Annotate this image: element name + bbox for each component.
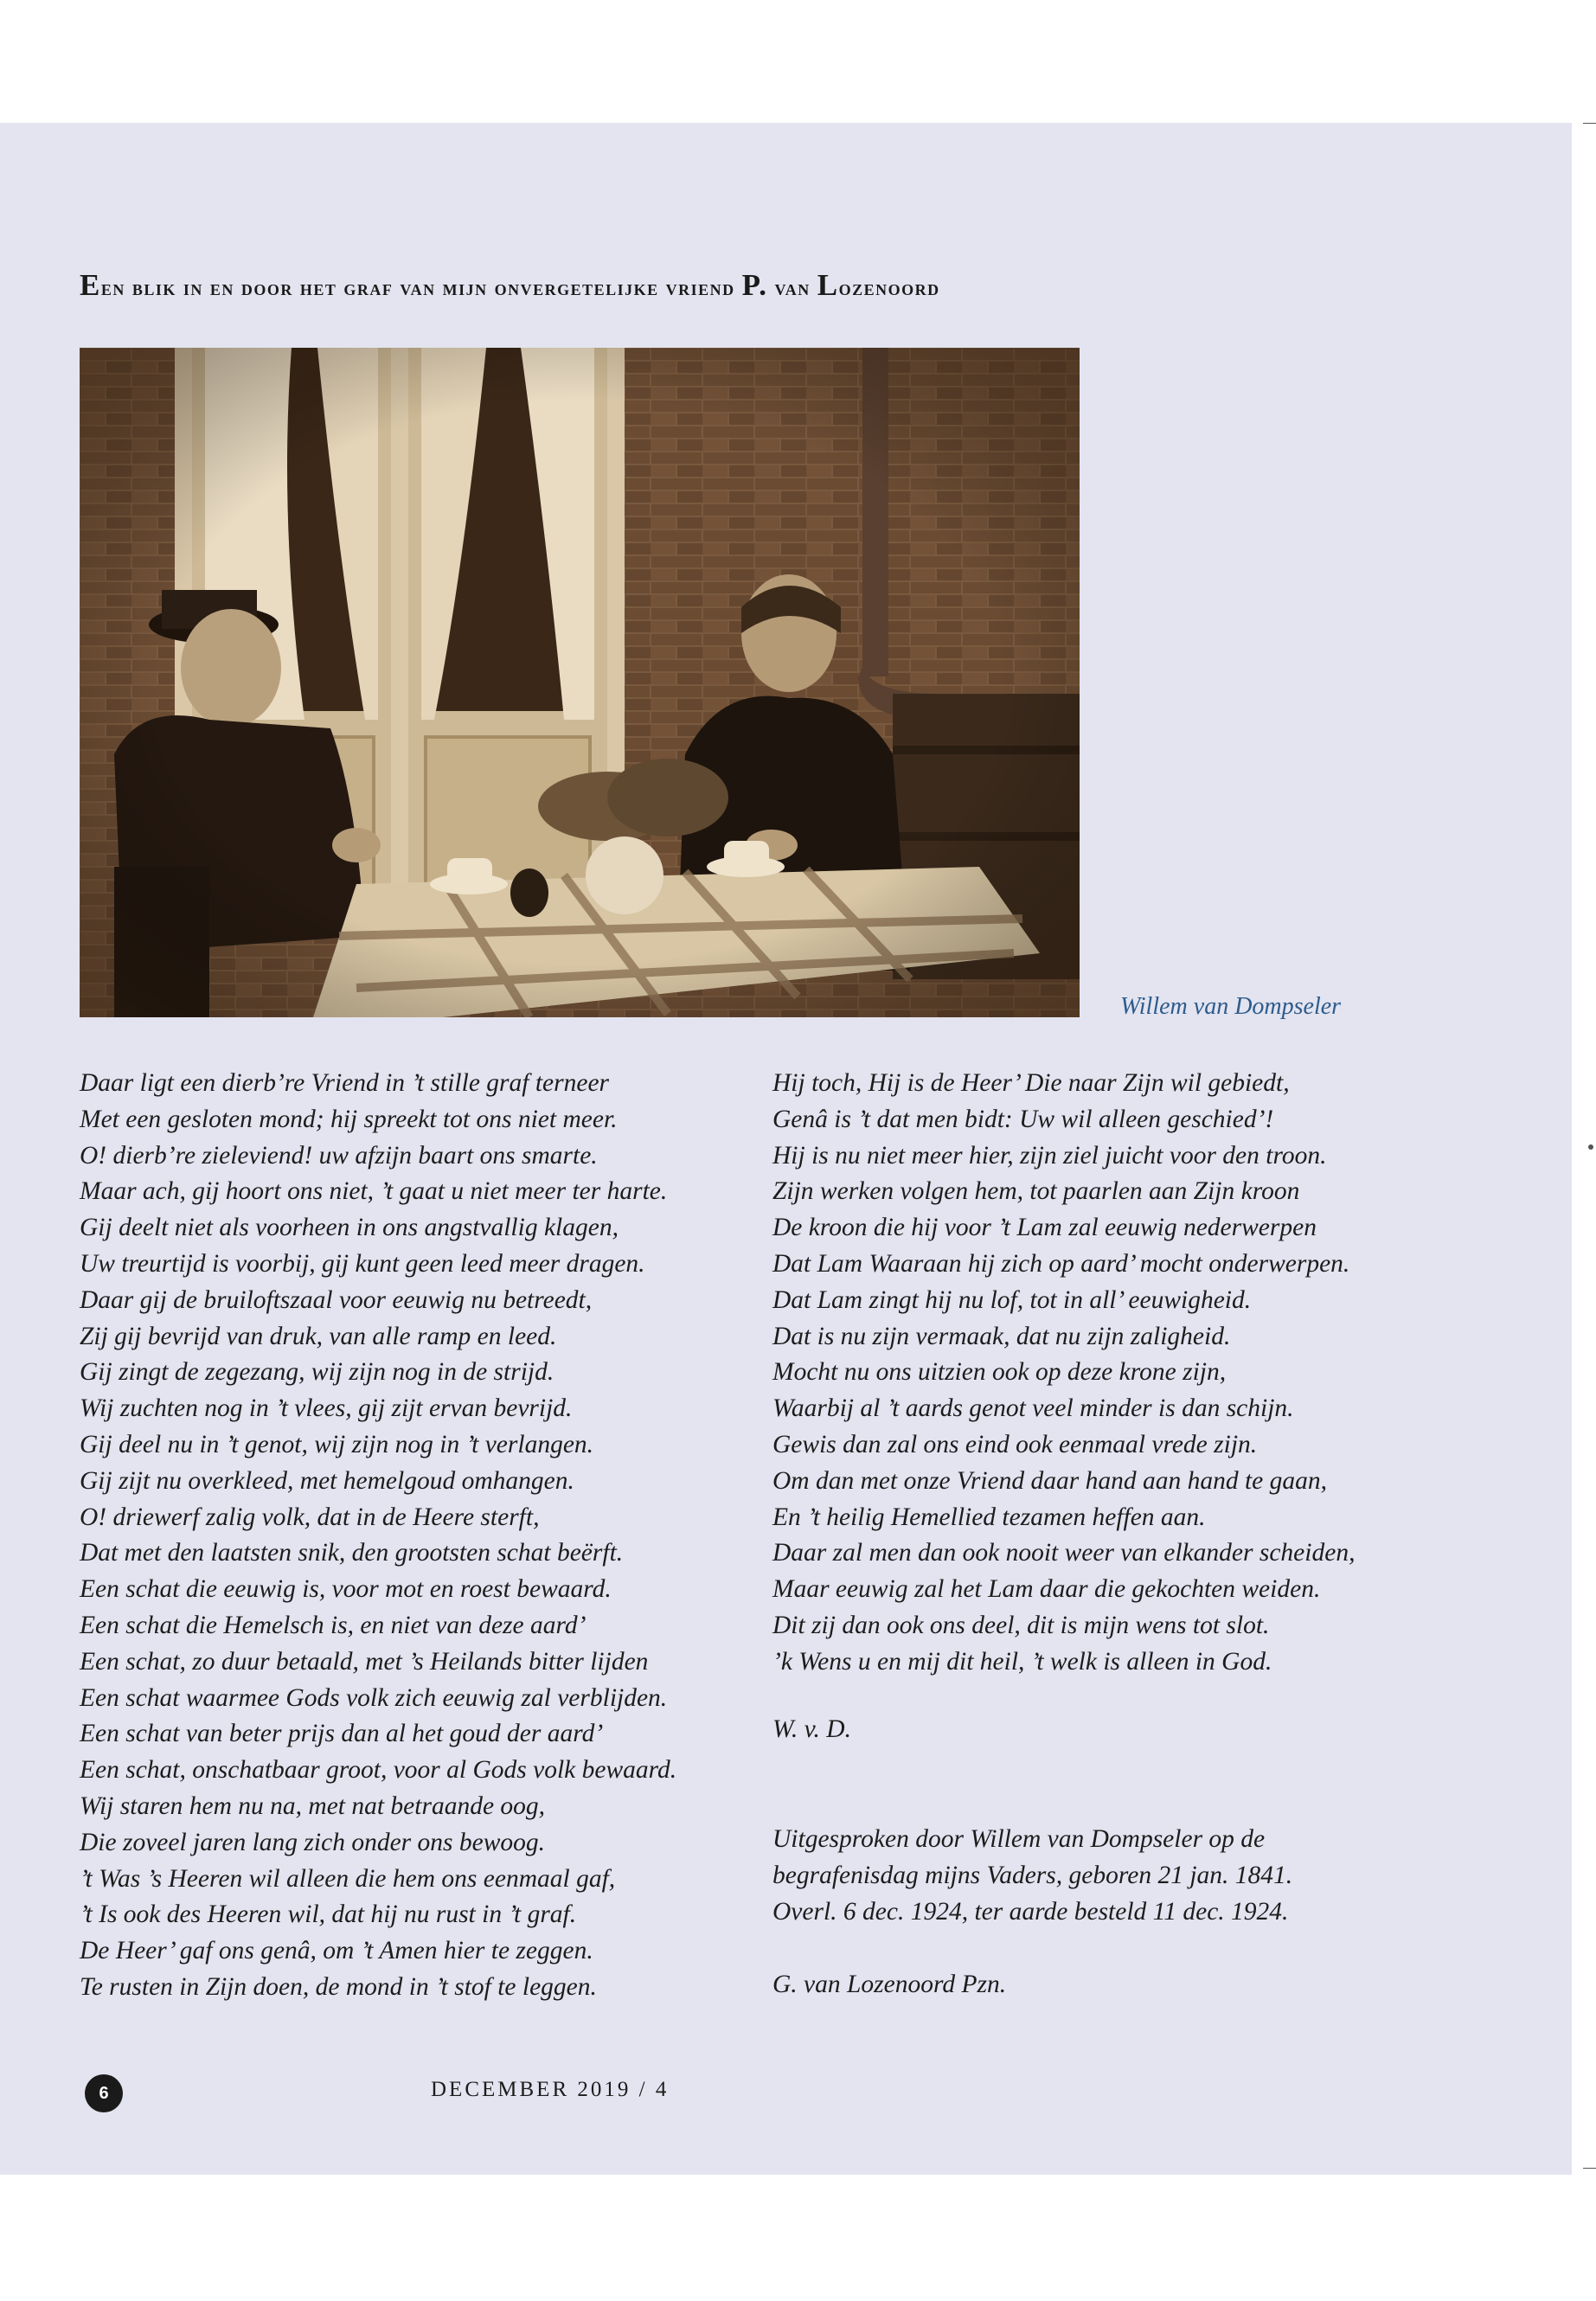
poem-line: Gij deelt niet als voorheen in ons angstvallig klagen, [80,1214,619,1242]
note-line: begrafenisdag mijns Vaders, geboren 21 jan. 1841. [772,1861,1293,1889]
signature: W. v. D. [772,1715,851,1743]
poem-line: ’t Was ’s Heeren wil alleen die hem ons eenmaal gaf, [80,1864,616,1893]
poem-line: Maar eeuwig zal het Lam daar die gekochten weiden. [772,1575,1321,1604]
poem-line: Hij is nu niet meer hier, zijn ziel juicht voor den troon. [772,1141,1327,1170]
poem-line: Die zoveel jaren lang zich onder ons bewoog. [80,1828,546,1856]
poem-line: Daar gij de bruiloftszaal voor eeuwig nu betreedt, [80,1285,593,1314]
title-initial: L [817,268,839,302]
poem-line: Genâ is ’t dat men bidt: Uw wil alleen geschied’! [772,1105,1274,1133]
issue-label: DECEMBER 2019 / 4 [431,2078,670,2101]
poem-line: Dat Lam zingt hij nu lof, tot in all’ eeuwigheid. [772,1285,1252,1314]
poem-line: Gij zingt de zegezang, wij zijn nog in de strijd. [80,1358,554,1387]
poem-line: O! dierb’re zieleviend! uw afzijn baart ons smarte. [80,1141,598,1170]
poem-line: ’k Wens u en mij dit heil, ’t welk is alleen in God. [772,1647,1272,1676]
poem-line: En ’t heilig Hemellied tezamen heffen aan. [772,1503,1206,1531]
poem-line: ’t Is ook des Heeren wil, dat hij nu rust in ’t graf. [80,1900,577,1929]
photo-caption: Willem van Dompseler [1120,993,1342,1020]
poem-line: Een schat, zo duur betaald, met ’s Heilands bitter lijden [80,1647,649,1676]
title-text: van [767,275,817,300]
poem-line: Wij zuchten nog in ’t vlees, gij zijt ervan bevrijd. [80,1394,573,1423]
poem-line: Waarbij al ’t aards genot veel minder is dan schijn. [772,1394,1294,1423]
title-text: ozenoord [838,275,940,300]
poem-line: Een schat waarmee Gods volk zich eeuwig zal verblijden. [80,1683,668,1712]
poem-line: Gij zijt nu overkleed, met hemelgoud omhangen. [80,1466,574,1495]
note-line: Overl. 6 dec. 1924, ter aarde besteld 11 dec. 1924. [772,1897,1289,1926]
author-line: G. van Lozenoord Pzn. [772,1971,1007,1998]
crop-mark-bottom [1583,2168,1596,2169]
poem-line: Met een gesloten mond; hij spreekt tot ons niet meer. [80,1105,618,1133]
sepia-photograph [80,348,1080,1017]
poem-line: Een schat die eeuwig is, voor mot en roest bewaard. [80,1575,612,1604]
poem-line: De kroon die hij voor ’t Lam zal eeuwig nederwerpen [772,1214,1317,1242]
crop-mark-top [1583,123,1596,124]
poem-line: Maar ach, gij hoort ons niet, ’t gaat u niet meer ter harte. [80,1177,668,1206]
poem-line: Dit zij dan ook ons deel, dit is mijn wens tot slot. [772,1611,1270,1639]
note-line: Uitgesproken door Willem van Dompseler op de [772,1825,1266,1853]
poem-line: Mocht nu ons uitzien ook op deze krone zijn, [772,1358,1227,1387]
poem-line: De Heer’ gaf ons genâ, om ’t Amen hier te zeggen. [80,1937,593,1965]
poem-line: Gewis dan zal ons eind ook eenmaal vrede zijn. [772,1430,1258,1458]
poem-line: Gij deel nu in ’t genot, wij zijn nog in ’t verlangen. [80,1430,594,1458]
poem-line: Een schat die Hemelsch is, en niet van deze aard’ [80,1611,586,1639]
poem-line: Een schat, onschatbaar groot, voor al Gods volk bewaard. [80,1756,677,1785]
crop-mark-middle [1588,1144,1593,1150]
poem-right-column [772,1066,1355,1681]
title-text: en blik in en door het graf van mijn onvergetelijke vriend [100,275,742,300]
title-initial: E [80,268,101,302]
poem-line: Uw treurtijd is voorbij, gij kunt geen leed meer dragen. [80,1249,645,1278]
poem-line: Een schat van beter prijs dan al het goud der aard’ [80,1720,604,1748]
poem-line: Daar ligt een dierb’re Vriend in ’t stille graf terneer [80,1069,610,1097]
poem-line: Om dan met onze Vriend daar hand aan hand te gaan, [772,1466,1328,1495]
article-title [80,268,1550,303]
poem-line: Daar zal men dan ook nooit weer van elkander scheiden, [772,1539,1356,1567]
poem-line: Dat Lam Waaraan hij zich op aard’ mocht onderwerpen. [772,1249,1350,1278]
poem-line: Wij staren hem nu na, met nat betraande oog, [80,1791,546,1820]
poem-line: Dat met den laatsten snik, den grootsten schat beërft. [80,1539,624,1567]
poem-line: Te rusten in Zijn doen, de mond in ’t stof te leggen. [80,1972,597,2001]
poem-line: Zijn werken volgen hem, tot paarlen aan Zijn kroon [772,1177,1300,1206]
poem-left-column [80,1066,676,2006]
poem-line: Dat is nu zijn vermaak, dat nu zijn zaligheid. [772,1322,1231,1350]
title-initial: P. [741,268,768,302]
poem-line: Zij gij bevrijd van druk, van alle ramp en leed. [80,1322,557,1350]
page-number-badge: 6 [85,2074,123,2112]
speech-note [772,1822,1292,1930]
poem-line: Hij toch, Hij is de Heer’ Die naar Zijn wil gebiedt, [772,1069,1290,1097]
poem-line: O! driewerf zalig volk, dat in de Heere sterft, [80,1503,540,1531]
